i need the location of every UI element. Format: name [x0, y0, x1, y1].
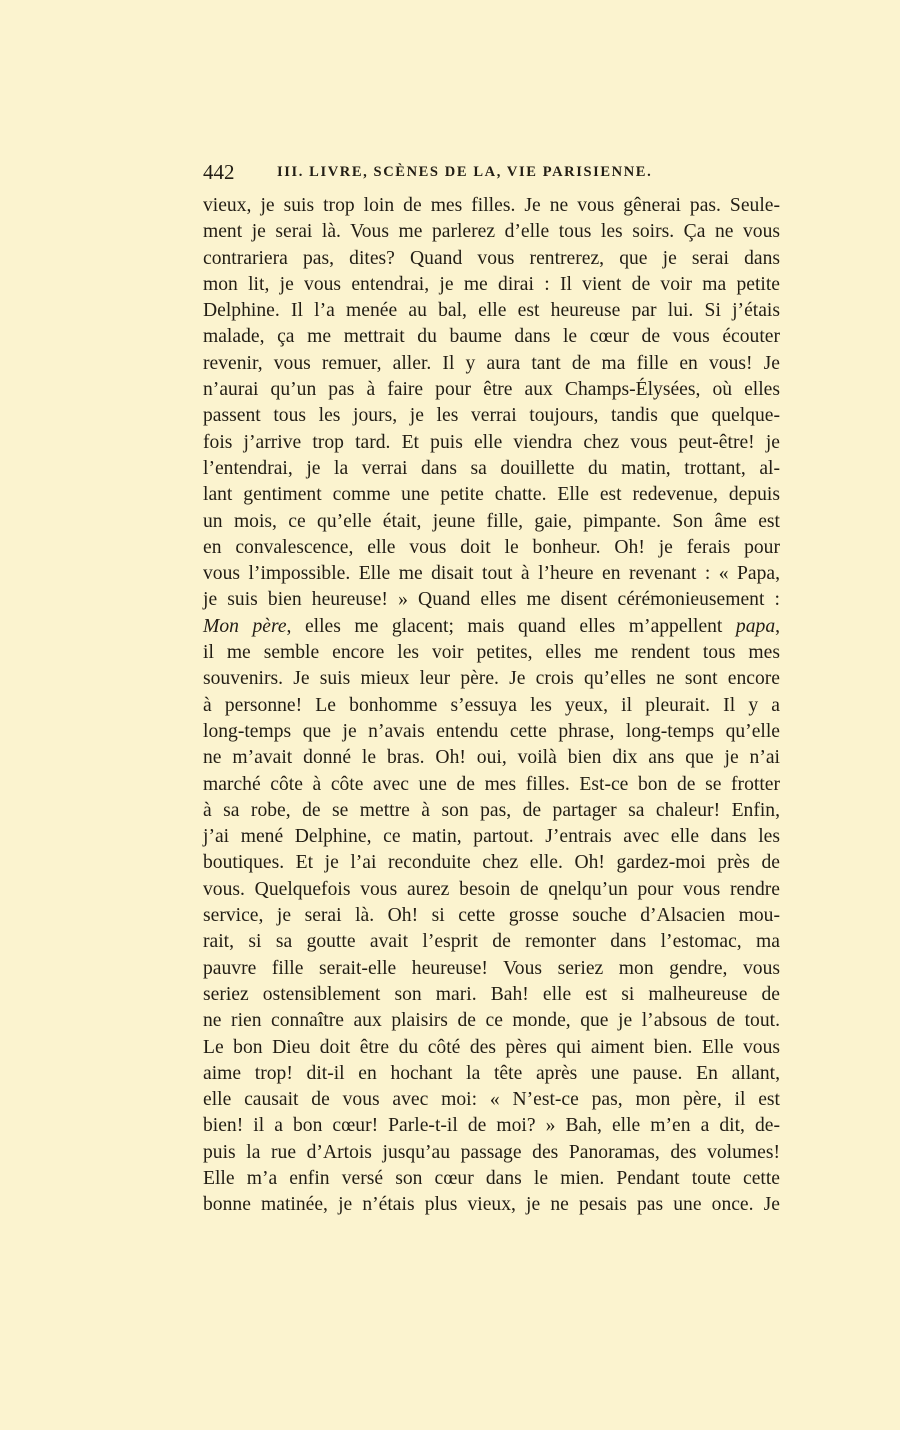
- text-line: puis la rue d’Artois jusqu’au passage des Panoramas, des volumes!: [203, 1141, 780, 1163]
- text-line: à personne! Le bonhomme s’essuya les yeux, il pleurait. Il y a: [203, 694, 780, 716]
- text-line: malade, ça me mettrait du baume dans le cœur de vous écouter: [203, 326, 780, 348]
- text-line: mon lit, je vous entendrai, je me dirai : Il vient de voir ma petite: [203, 273, 780, 295]
- text-line: seriez ostensiblement son mari. Bah! elle est si malheureuse de: [203, 983, 780, 1005]
- text-line: pauvre fille serait-elle heureuse! Vous seriez mon gendre, vous: [203, 957, 780, 979]
- text-line: à sa robe, de se mettre à son pas, de partager sa chaleur! Enfin,: [203, 799, 780, 821]
- text-line: long-temps que je n’avais entendu cette phrase, long-temps qu’elle: [203, 720, 780, 742]
- italic-phrase: Mon père: [203, 615, 287, 637]
- text-line: ne rien connaître aux plaisirs de ce monde, que je l’absous de tout.: [203, 1010, 780, 1032]
- italic-phrase: papa: [735, 615, 776, 637]
- text-line: aime trop! dit-il en hochant la tête après une pause. En allant,: [203, 1062, 780, 1084]
- text-line: bonne matinée, je n’étais plus vieux, je ne pesais pas une once. Je: [203, 1194, 780, 1216]
- page-number: 442: [203, 160, 235, 184]
- text-line: en convalescence, elle vous doit le bonheur. Oh! je ferais pour: [203, 536, 780, 558]
- text-line: rait, si sa goutte avait l’esprit de remonter dans l’estomac, ma: [203, 931, 780, 953]
- text-line: elle causait de vous avec moi: « N’est-ce pas, mon père, il est: [203, 1089, 780, 1111]
- text-line: contrariera pas, dites? Quand vous rentrerez, que je serai dans: [203, 247, 780, 269]
- text-line: souvenirs. Je suis mieux leur père. Je crois qu’elles ne sont encore: [203, 668, 780, 690]
- running-title: III. LIVRE, SCÈNES DE LA, VIE PARISIENNE.: [277, 164, 653, 180]
- text-line: je suis bien heureuse! » Quand elles me disent cérémonieusement :: [203, 589, 780, 611]
- text-line: revenir, vous remuer, aller. Il y aura tant de ma fille en vous! Je: [203, 352, 780, 374]
- text-line: passent tous les jours, je les verrai toujours, tandis que quelque-: [203, 405, 780, 427]
- text-line: vieux, je suis trop loin de mes filles. Je ne vous gênerai pas. Seule-: [203, 195, 780, 216]
- text-line: Delphine. Il l’a menée au bal, elle est heureuse par lui. Si j’étais: [203, 300, 780, 322]
- text-line: marché côte à côte avec une de mes filles. Est-ce bon de se frotter: [203, 773, 780, 795]
- text-segment: ,: [775, 615, 781, 637]
- text-line: [203, 614, 780, 640]
- text-line: fois j’arrive trop tard. Et puis elle viendra chez vous peut-être! je: [203, 431, 780, 453]
- text-line: vous l’impossible. Elle me disait tout à l’heure en revenant : « Papa,: [203, 563, 780, 585]
- text-line: boutiques. Et je l’ai reconduite chez elle. Oh! gardez-moi près de: [203, 852, 780, 874]
- text-line: Le bon Dieu doit être du côté des pères qui aiment bien. Elle vous: [203, 1036, 780, 1058]
- text-line: il me semble encore les voir petites, elles me rendent tous mes: [203, 642, 780, 664]
- text-line: service, je serai là. Oh! si cette grosse souche d’Alsacien mou-: [203, 905, 780, 927]
- text-line: l’entendrai, je la verrai dans sa douillette du matin, trottant, al-: [203, 457, 780, 479]
- text-line: lant gentiment comme une petite chatte. Elle est redevenue, depuis: [203, 484, 780, 506]
- text-line: Elle m’a enfin versé son cœur dans le mien. Pendant toute cette: [203, 1167, 780, 1189]
- text-line: j’ai mené Delphine, ce matin, partout. J’entrais avec elle dans les: [203, 826, 780, 848]
- text-line: ne m’avait donné le bras. Oh! oui, voilà bien dix ans que je n’ai: [203, 747, 780, 769]
- text-line: bien! il a bon cœur! Parle-t-il de moi? » Bah, elle m’en a dit, de-: [203, 1115, 780, 1137]
- running-header: [203, 160, 780, 186]
- body-text: [203, 193, 780, 1219]
- text-line: un mois, ce qu’elle était, jeune fille, gaie, pimpante. Son âme est: [203, 510, 780, 532]
- text-line: ment je serai là. Vous me parlerez d’elle tous les soirs. Ça ne vous: [203, 221, 780, 243]
- text-line: n’aurai qu’un pas à faire pour être aux Champs-Élysées, où elles: [203, 379, 780, 401]
- text-line: vous. Quelquefois vous aurez besoin de qnelqu’un pour vous rendre: [203, 878, 780, 900]
- text-segment: , elles me glacent; mais quand elles m’appellent: [286, 615, 736, 637]
